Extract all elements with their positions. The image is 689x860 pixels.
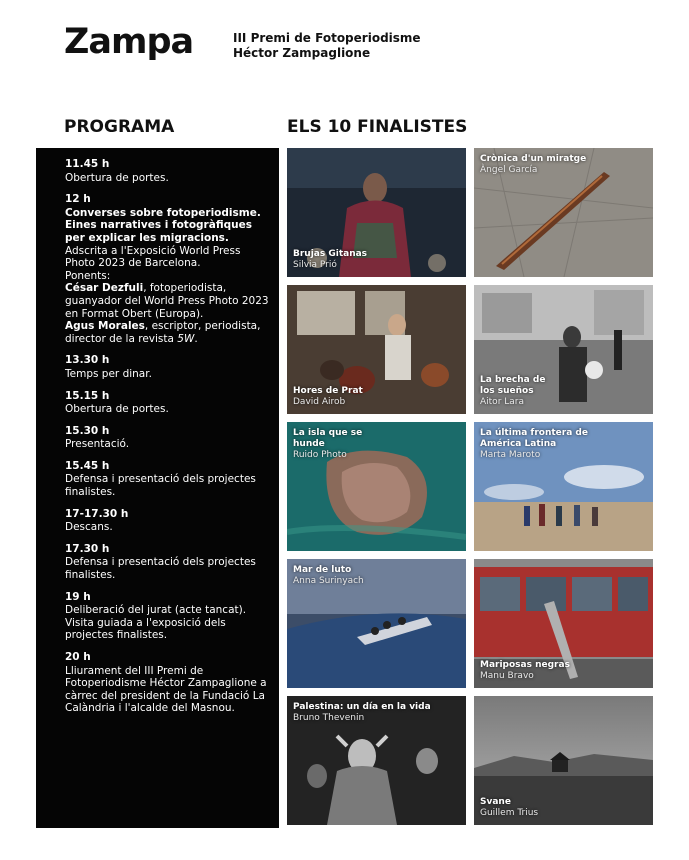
finalist-card-la-isla-que-se-hunde[interactable] [287,422,466,551]
entry-text: Defensa i presentació dels projectes finalistes. [65,473,256,499]
schedule-entry [65,651,269,715]
subtitle-line-1: III Premi de Fotoperiodisme [233,31,421,45]
speaker-desc-end: . [194,332,198,345]
schedule-entry [65,543,269,582]
magazine-name: 5W [177,332,195,345]
entry-time: 20 h [65,651,91,663]
finalist-title: Hores de Prat [293,386,363,396]
finalist-card-la-ultima-frontera[interactable] [474,422,653,551]
finalist-author: David Airob [293,397,346,407]
entry-time: 12 h [65,193,91,206]
subtitle-line-2: Héctor Zampaglione [233,46,371,60]
schedule-entry [65,390,269,416]
schedule-entry [65,508,269,534]
speaker-2 [65,320,269,345]
entry-time: 13.30 h [65,354,110,367]
finalist-author: Anna Surinyach [293,576,364,586]
schedule-entry [65,591,269,642]
entry-time: 19 h [65,590,91,603]
speaker-1 [65,282,269,320]
speaker-desc: , escriptor, periodista, director de la revista [65,320,261,345]
schedule-entry [65,354,269,380]
entry-text [65,207,269,270]
entry-text: Deliberació del jurat (acte tancat). Visita guiada a l'exposició dels projectes finalistes. [65,604,247,642]
finalist-author: Bruno Thevenin [293,713,365,723]
programa-heading: PROGRAMA [64,117,175,137]
finalist-card-brujas-gitanas[interactable] [287,148,466,277]
ponents-label: Ponents: [65,269,111,282]
speaker-name: Agus Morales [65,320,145,333]
entry-text: Descans. [65,521,113,534]
finalist-card-hores-de-prat[interactable] [287,285,466,414]
finalist-card-palestina[interactable] [287,696,466,825]
entry-text: Lliurament del III Premi de Fotoperiodisme Héctor Zampaglione a càrrec del president de la Fundació La Calàndria i l'alcalde del Masnou. [65,664,267,715]
talk-title: Converses sobre fotoperiodisme. Eines narratives i fotogràfiques per explicar les migracions. [65,206,261,244]
finalist-author: Marta Maroto [480,450,541,460]
schedule-entry [65,193,269,345]
finalist-title: Palestina: un día en la vida [293,702,431,712]
entry-text: Obertura de portes. [65,403,169,416]
event-subtitle [233,31,421,61]
finalist-author: Silvia Prió [293,260,337,270]
entry-time: 15.30 h [65,424,110,437]
schedule-panel [36,148,279,828]
finalist-card-mar-de-luto[interactable] [287,559,466,688]
finalist-author: Àngel García [480,165,538,175]
finalist-title: Brujas Gitanas [293,249,368,259]
finalist-title: Mariposas negras [480,660,570,670]
finalist-title: Svane [480,797,511,807]
zampa-logo: Zampa [64,22,194,62]
finalist-title: La brecha de los sueños [480,375,546,396]
finalistes-heading: ELS 10 FINALISTES [287,117,468,137]
entry-time: 11.45 h [65,158,110,170]
entry-time: 17.30 h [65,542,110,555]
entry-text: Presentació. [65,438,130,451]
talk-description: Adscrita a l'Exposició World Press Photo 2023 de Barcelona. [65,244,241,270]
entry-time: 17-17.30 h [65,507,129,520]
entry-time: 15.15 h [65,389,110,402]
entry-text: Temps per dinar. [65,367,152,380]
finalist-author: Aitor Lara [480,397,524,407]
schedule-entry [65,425,269,451]
finalist-card-cronica-dun-miratge[interactable] [474,148,653,277]
finalist-card-mariposas-negras[interactable] [474,559,653,688]
finalist-title: La última frontera de América Latina [480,428,588,449]
finalist-card-la-brecha-de-los-suenos[interactable] [474,285,653,414]
finalist-author: Manu Bravo [480,671,534,681]
speaker-desc: , fotoperiodista, guanyador del World Press Photo 2023 en Format Obert (Europa). [65,282,269,320]
finalist-author: Ruido Photo [293,450,347,460]
entry-time: 15.45 h [65,459,110,472]
schedule-entry [65,460,269,499]
entry-text: Obertura de portes. [65,171,169,184]
finalist-title: Mar de luto [293,565,352,575]
finalist-card-svane[interactable] [474,696,653,825]
finalist-title: Crònica d'un miratge [480,154,587,164]
finalist-author: Guillem Trius [480,808,539,818]
finalist-title: La isla que se hunde [293,428,363,449]
schedule-entry [65,158,269,184]
entry-text: Defensa i presentació dels projectes finalistes. [65,556,256,582]
speaker-name: César Dezfuli [65,282,144,295]
